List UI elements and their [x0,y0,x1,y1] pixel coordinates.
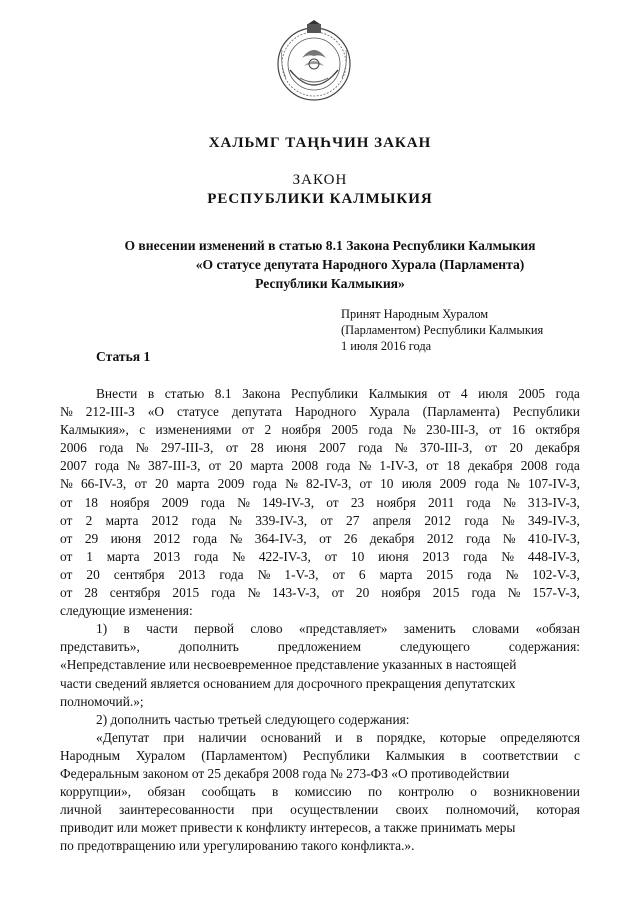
body-line [60,439,580,457]
body-word: первой [194,621,235,637]
body-word: года [326,458,351,474]
body-word: Хуралом [135,747,186,763]
body-word: Закона [242,386,281,401]
body-word: марта [250,458,284,474]
body-line [60,801,580,819]
body-word: личной [60,802,102,818]
adoption-date: 1 июля 2016 года [341,339,432,353]
body-word: порядке, [376,729,426,745]
body-word: июня [276,440,307,456]
body-word: с [139,422,146,438]
body-word: № [229,530,243,546]
body-word: года [466,494,491,510]
body-word: года [192,530,218,546]
body-word: от [241,422,255,438]
body-word: года [463,548,488,564]
body-word: октября [535,422,580,438]
body-word: 410-IV-З, [527,530,580,546]
body-word: от [60,585,73,601]
body-word: 1-IV-З, [379,458,418,474]
body-word: 20 [229,458,243,474]
body-word: «Депутат [96,729,150,745]
body-word: 2012 [424,512,452,528]
body-line [60,711,580,729]
body-line [60,421,580,439]
law-subject [60,236,600,293]
body-line [60,620,580,638]
body-word: ноября [110,494,150,510]
body-word: 2007 [319,440,346,456]
body-word: года [211,585,236,601]
body-word: 23 [350,494,365,510]
body-word: от [60,530,73,546]
body-word: 2011 [428,494,455,510]
body-word: марта [176,476,210,492]
body-word: июля [478,386,508,401]
body-word: 10 [380,476,394,492]
body-word: № [237,494,250,510]
body-word: 107-IV-З, [527,476,580,492]
body-word: Республики [302,747,371,763]
body-word: июля [401,476,432,492]
body-word: 2005 [331,422,359,438]
body-word: от [359,476,372,492]
body-word: при [163,729,185,745]
body-word: наличии [198,729,247,745]
adoption-line: Принят Народным Хуралом [341,307,489,321]
body-word: возникновении [493,784,580,800]
body-word: и [335,729,343,745]
body-word: от [319,530,332,546]
body-word: 2009 [161,494,189,510]
body-word: 370-III-З, [419,440,473,456]
body-word: 29 [84,530,99,546]
body-line [60,638,580,656]
body-line [60,584,580,602]
body-line [60,475,580,493]
subject-line: «О статусе депутата Народного Хурала (Парламента) [195,257,525,272]
body-word: «представляет» [298,621,388,637]
body-word: 2) дополнить частью третьей следующего содержания: [96,711,410,727]
subject-line: О внесении изменений в статью 8.1 Закона Республики Калмыкия [124,238,536,253]
article-title: Статья 1 [96,349,151,364]
body-word: года [471,585,496,601]
body-word: «О [147,404,165,420]
subject-line: Республики Калмыкия» [255,276,405,291]
body-word: Республики [290,386,359,401]
body-word: дополнить [178,639,239,655]
body-line [60,747,580,765]
body-word: 26 [343,530,358,546]
body-word: определяются [500,729,580,745]
body-word: 18 [84,494,98,510]
body-word: 20 [509,440,523,456]
body-word: 20 [86,566,100,582]
body-word: года [200,494,225,510]
body-word: № [501,512,515,528]
body-line [60,548,580,566]
body-word: при [251,802,273,818]
body-word: содержания: [508,639,580,655]
body-word: от [484,440,498,456]
body-word: от [324,548,338,564]
body-line [60,494,580,512]
body-word: 387-III-З, [148,458,201,474]
body-word: 1-V-З, [284,566,319,582]
body-line [60,819,580,837]
body-word: Федеральным законом от 25 декабря 2008 года № 273-ФЗ «О противодействии [60,765,510,781]
body-word: словами [472,621,520,637]
body-word: 2006 [60,440,87,456]
body-word: части сведений является основанием для досрочного прекращения депутатских [60,675,516,691]
body-word: года [252,476,277,492]
body-word: с [573,747,580,763]
body-word: 2007 [60,458,87,474]
body-line [60,530,580,548]
body-word: № [403,422,416,438]
body-word: года [358,440,383,456]
body-word: от [332,566,345,582]
body-word: «обязан [535,621,580,637]
body-word: статусе [177,404,219,420]
body-word: № [285,476,298,492]
body-word: от [320,512,333,528]
body-word: 2 [264,422,272,438]
body-word: от [437,386,451,401]
body-word: 28 [84,585,98,601]
body-word: предложением [277,639,362,655]
body-word: № [247,585,261,601]
body-word: марта [106,548,140,564]
body-word: 2012 [153,530,181,546]
body-word: комиссию [294,784,352,800]
body-line [60,512,580,530]
body-word: № [229,512,242,528]
body-word: Республики [512,404,580,420]
body-word: года [474,476,499,492]
body-word: «Непредставление или несвоевременное представление указанных в настоящей [60,657,517,673]
body-word: года [191,512,216,528]
body-word: 4 [460,386,468,401]
body-word: 2005 [518,386,546,401]
body-word: 20 [355,585,370,601]
body-word: 149-IV-З, [262,494,315,510]
body-word: представить», [60,639,140,655]
body-word: 339-IV-З, [255,512,308,528]
body-word: ноября [381,585,421,601]
body-word: № [60,476,73,492]
body-word: части [146,621,178,637]
body-word: от [134,476,147,492]
body-word: 143-V-З, [272,585,320,601]
body-word: 82-IV-З, [306,476,352,492]
body-word: в [272,784,279,800]
body-word: осуществлении [290,802,379,818]
body-word: своих [395,802,429,818]
body-word: 297-III-З, [160,440,214,456]
body-word: № [60,404,73,420]
body-word: от [60,494,73,510]
body-word: 2015 [426,566,454,582]
body-word: № [505,566,519,582]
body-word: от [488,422,502,438]
body-word: марта [105,512,139,528]
body-word: соответствии [482,747,559,763]
body-word: года [99,440,124,456]
body-word: Народного [295,404,357,420]
body-word: марта [379,566,413,582]
body-word: 2012 [426,530,454,546]
body-word: 2012 [151,512,179,528]
body-word: года [219,566,244,582]
body-word: 18 [446,458,460,474]
body-line [60,675,580,693]
body-word: депутата [231,404,283,420]
body-word: сентября [113,566,165,582]
body-word: декабря [467,458,513,474]
title-kalmyk: ХАЛЬМГ ТАҢҺЧИН ЗАКАН [208,135,432,151]
body-word: 2 [85,512,93,528]
body-word: заменить [403,621,456,637]
body-word: Хурала [369,404,410,420]
body-word: № [257,566,271,582]
body-word: 16 [511,422,526,438]
body-word: от [331,585,344,601]
body-word: от [60,512,73,528]
body-word: ноября [281,422,321,438]
article-body [60,385,580,855]
body-word: Калмыкия [368,386,428,401]
body-word: коррупции», [60,784,132,800]
body-word: 2008 [291,458,319,474]
body-word: по [368,784,382,800]
body-line [60,693,580,711]
body-word: 102-V-З, [532,566,580,582]
adoption-note [341,306,543,354]
body-word: от [426,458,439,474]
body-word: № [502,494,516,510]
body-word: в [147,386,155,401]
body-word: 6 [358,566,366,582]
body-word: 28 [250,440,264,456]
body-word: 2013 [422,548,450,564]
title-zakon: ЗАКОН [292,172,348,188]
body-word: декабря [535,440,580,456]
body-word: обязан [147,784,186,800]
body-word: по предотвращению или урегулированию такого конфликта.». [60,838,415,854]
body-line [60,729,580,747]
body-word: слово [250,621,283,637]
body-word: которая [536,802,580,818]
body-word: 2009 [439,476,467,492]
body-word: года [194,548,219,564]
body-line [60,385,580,403]
body-word: о [470,784,477,800]
kalmykia-coat-of-arms-icon [274,20,354,102]
body-word: года [464,512,489,528]
body-word: 27 [346,512,360,528]
body-line [60,566,580,584]
body-word: изменениями [155,422,232,438]
body-word: 10 [350,548,365,564]
body-word: 2008 [520,458,548,474]
body-word: сентября [109,585,161,601]
body-word: Калмыкия [385,747,445,763]
body-line [60,765,580,783]
body-word: Внести [96,386,138,401]
body-word: от [326,494,339,510]
body-word: (Парламентом) [201,747,288,763]
body-word: 2015 [432,585,460,601]
body-word: № [507,476,520,492]
body-word: (Парламента) [422,404,500,420]
body-word: от [225,440,239,456]
body-word: 66-IV-З, [80,476,127,492]
body-word: заинтересованности [119,802,235,818]
body-word: № [394,440,408,456]
body-word: статью [164,386,205,401]
body-word: от [208,458,221,474]
body-word: 2013 [178,566,206,582]
body-word: декабря [369,530,415,546]
body-line [60,602,580,620]
body-word: № [501,548,515,564]
body-word: ноября [376,494,416,510]
body-word: Народным [60,747,121,763]
body-word: которые [439,729,487,745]
body-word: в [123,621,130,637]
body-word: года [466,530,491,546]
body-word: года [94,458,120,474]
body-word: сообщать [201,784,256,800]
body-word: июня [378,548,409,564]
body-word: полномочий, [445,802,520,818]
body-word: № [358,458,372,474]
body-word: 1 [86,548,93,564]
body-word: 313-IV-З, [527,494,580,510]
body-word: 8.1 [214,386,232,401]
body-word: в [460,747,467,763]
body-word: от [60,548,73,564]
body-word: следующие изменения: [60,603,193,619]
body-word: оснований [260,729,322,745]
body-line [60,403,580,421]
body-word: № [232,548,245,564]
body-word: 20 [155,476,169,492]
body-word: № [127,458,140,474]
body-word: № [502,530,516,546]
body-word: 349-IV-З, [527,512,580,528]
body-word: года [555,458,580,474]
body-word: 364-IV-З, [254,530,307,546]
body-word: 1) [96,621,108,637]
body-word: года [555,386,580,401]
body-word: № [135,440,149,456]
adoption-line: (Парламентом) Республики Калмыкия [341,323,544,337]
body-line [60,837,580,855]
body-word: полномочий.»; [60,693,144,709]
body-word: в [356,729,363,745]
body-word: 2009 [217,476,245,492]
body-word: следующего [399,639,470,655]
body-word: № [507,585,521,601]
body-word: приводит или может привести к конфликту интересов, а также принимать меры [60,820,516,836]
body-line [60,656,580,674]
body-word: года [467,566,492,582]
body-word: 448-IV-З, [527,548,580,564]
body-word: 2015 [172,585,200,601]
body-word: 157-V-З, [532,585,580,601]
body-line [60,783,580,801]
body-word: июня [110,530,142,546]
body-word: от [60,566,73,582]
body-word: контролю [398,784,454,800]
body-word: Калмыкия», [60,422,129,438]
body-word: 212-III-З [85,404,135,420]
body-word: года [368,422,393,438]
title-republic: РЕСПУБЛИКИ КАЛМЫКИЯ [207,191,433,207]
body-word: 2013 [153,548,181,564]
body-line [60,457,580,475]
body-word: 422-IV-З, [258,548,311,564]
body-word: 230-III-З, [426,422,479,438]
body-word: апреля [372,512,412,528]
